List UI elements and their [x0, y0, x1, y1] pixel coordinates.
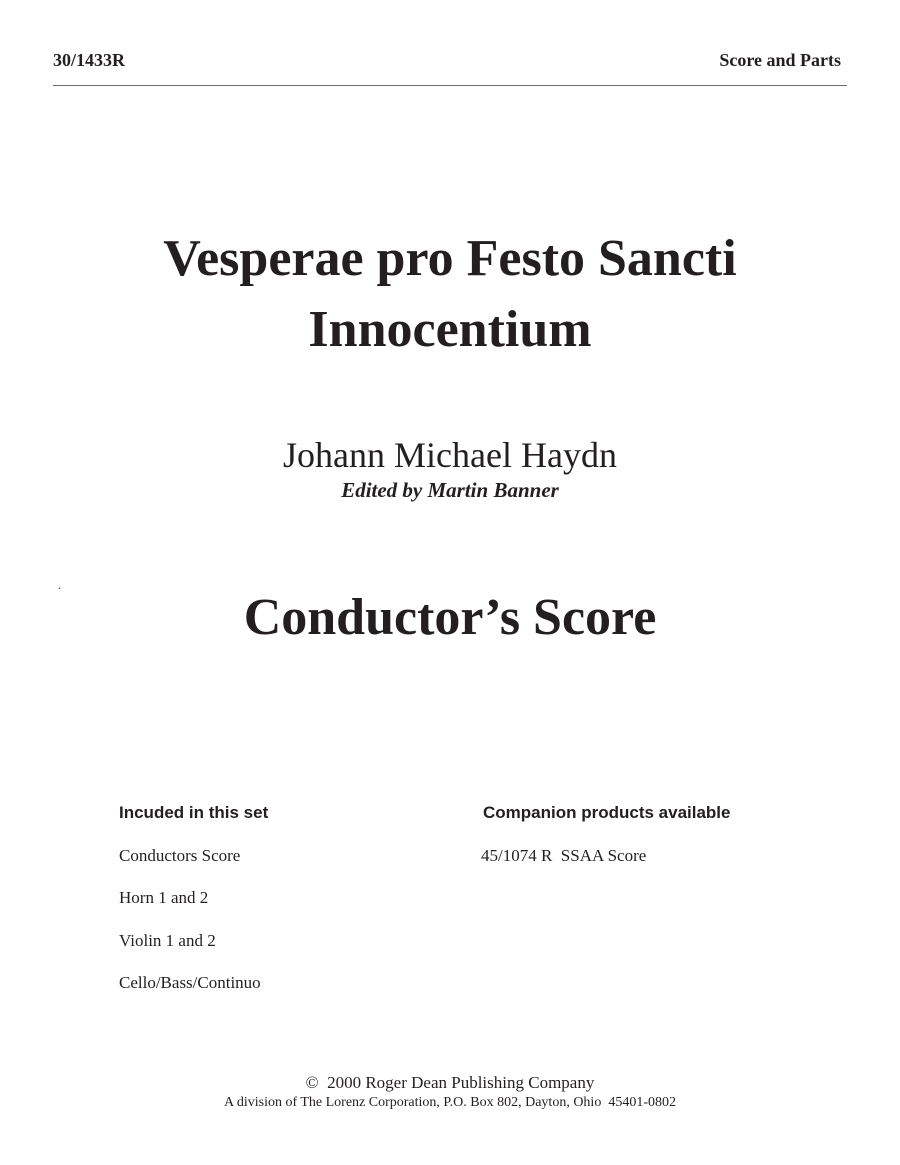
copyright-line: © 2000 Roger Dean Publishing Company — [305, 1073, 595, 1092]
composer-name: Johann Michael Haydn — [283, 435, 617, 475]
list-item: 45/1074 R SSAA Score — [481, 846, 647, 865]
list-item: Conductors Score — [119, 846, 241, 865]
editor-credit: Edited by Martin Banner — [341, 478, 559, 502]
header-divider — [53, 85, 847, 86]
title-line-2: Innocentium — [308, 301, 592, 358]
companion-heading: Companion products available — [483, 803, 731, 822]
list-item: Horn 1 and 2 — [119, 888, 209, 908]
list-item: Cello/Bass/Continuo — [119, 972, 261, 992]
included-list — [119, 846, 261, 1015]
companion-list — [481, 846, 646, 888]
edition-type: Score and Parts — [719, 50, 841, 70]
title-line-1: Vesperae pro Festo Sancti — [163, 230, 737, 287]
stray-mark: . — [58, 578, 61, 592]
publisher-address: A division of The Lorenz Corporation, P.O. Box 802, Dayton, Ohio 45401-0802 — [224, 1095, 676, 1110]
included-heading: Incuded in this set — [119, 803, 269, 822]
catalog-number: 30/1433R — [53, 50, 125, 70]
list-item: Violin 1 and 2 — [119, 930, 216, 950]
score-type-heading: Conductor’s Score — [243, 589, 657, 646]
